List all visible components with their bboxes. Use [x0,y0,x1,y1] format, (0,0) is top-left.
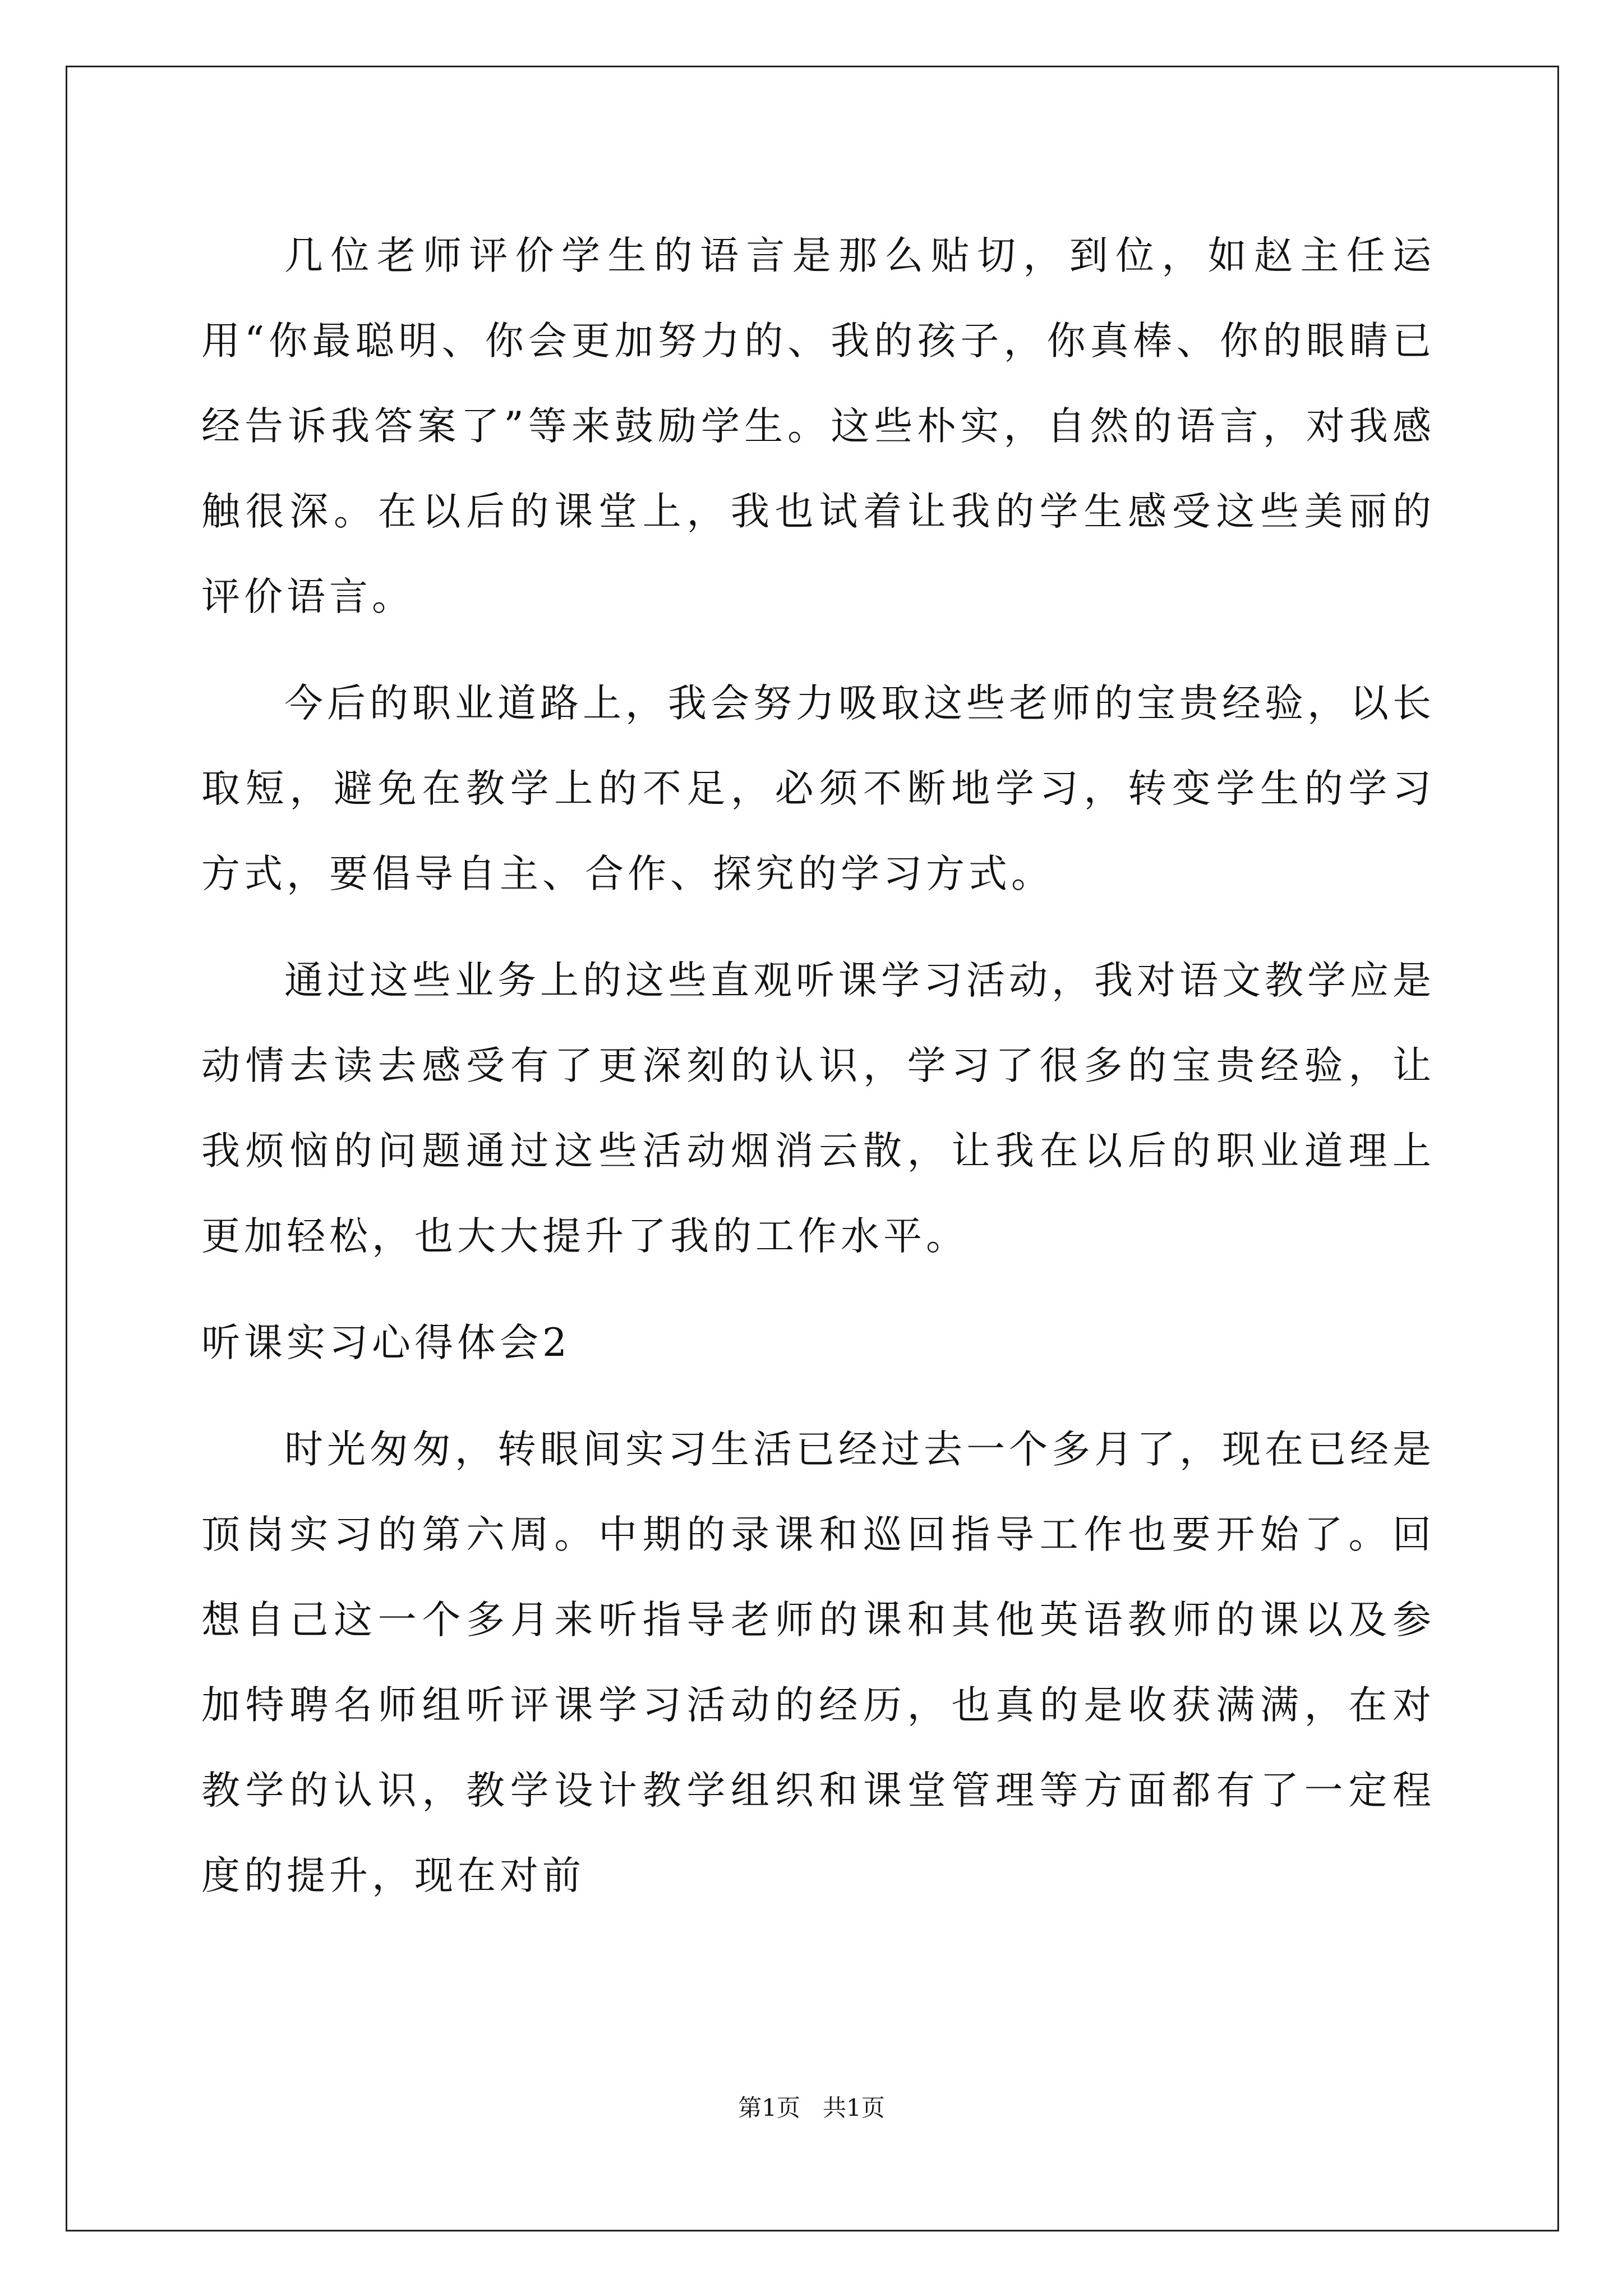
paragraph-1: 几位老师评价学生的语言是那么贴切，到位，如赵主任运用“你最聪明、你会更加努力的、我的孩子，你真棒、你的眼睛已经告诉我答案了”等来鼓励学生。这些朴实，自然的语言，对我感触很深。在以后的课堂上，我也试着让我的学生感受这些美丽的评价语言。 [201,233,1435,619]
paragraph-3: 通过这些业务上的这些直观听课学习活动，我对语文教学应是动情去读去感受有了更深刻的认识，学习了很多的宝贵经验，让我烦恼的问题通过这些活动烟消云散，让我在以后的职业道理上更加轻松，也大大提升了我的工作水平。 [201,958,1435,1259]
section-title: 听课实习心得体会2 [201,1320,571,1365]
section-paragraph-1: 时光匆匆，转眼间实习生活已经过去一个多月了，现在已经是顶岗实习的第六周。中期的录课和巡回指导工作也要开始了。回想自己这一个多月来听指导老师的课和其他英语教师的课以及参加特聘名师组听评课学习活动的经历，也真的是收获满满，在对教学的认识，教学设计教学组织和课堂管理等方面都有了一定程度的提升，现在对前 [201,1427,1435,1898]
page-footer: 第1页 共1页 [738,2094,885,2122]
paragraph-2: 今后的职业道路上，我会努力吸取这些老师的宝贵经验，以长取短，避免在教学上的不足，必须不断地学习，转变学生的学习方式，要倡导自主、合作、探究的学习方式。 [201,681,1435,896]
document-body [201,213,1435,1918]
